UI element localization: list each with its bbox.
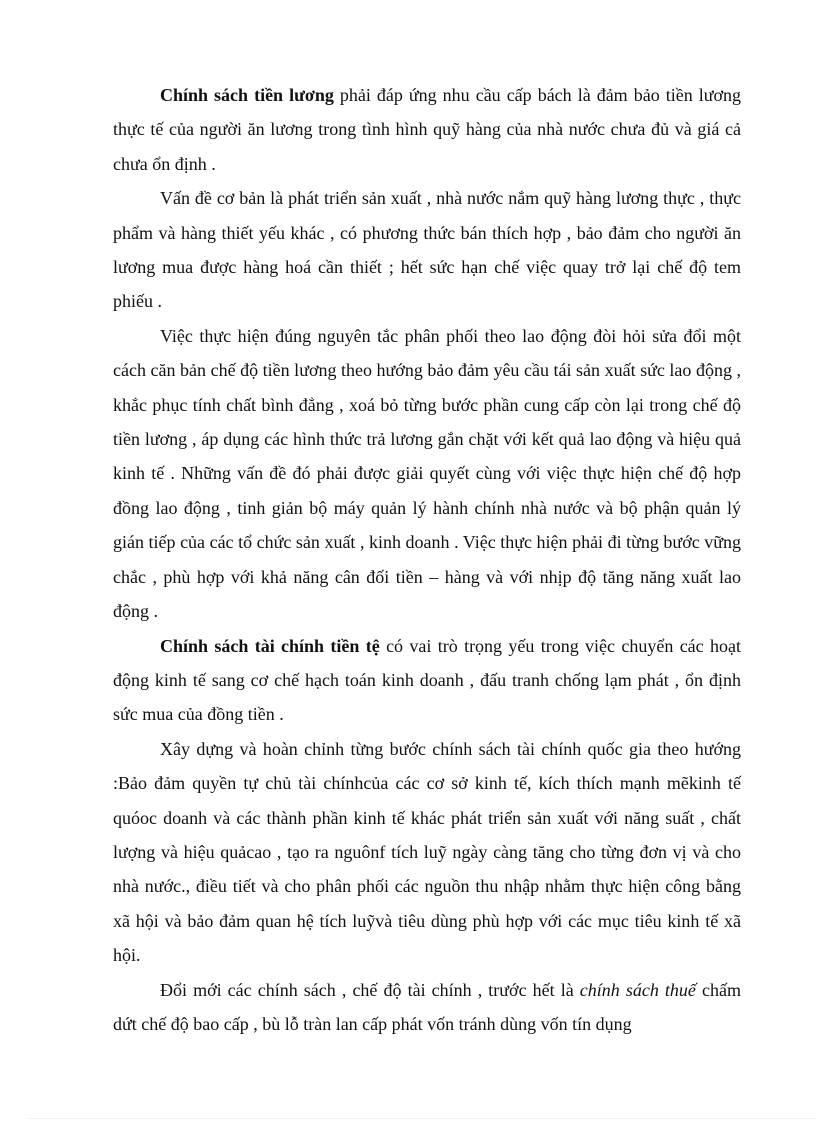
paragraph-text: Xây dựng và hoàn chỉnh từng bước chính sách tài chính quốc gia theo hướng :Bảo đảm quyền tự chủ tài chínhcủa các cơ sở kinh tế, kích thích mạnh mẽkinh tế quóoc doanh và các thành phần kinh tế khác phát triển sản xuất với năng suất , chất lượng và hiệu quảcao , tạo ra nguônf tích luỹ ngày càng tăng cho từng đơn vị và cho nhà nước., điều tiết và cho phân phối các nguồn thu nhập nhằm thực hiện công bằng xã hội và bảo đảm quan hệ tích luỹvà tiêu dùng phù hợp với các mục tiêu kinh tế xã hội.: [113, 738, 741, 966]
italic-term-tax-policy: chính sách thuế: [579, 979, 696, 1000]
paragraph-salary-policy: [113, 78, 741, 181]
paragraph-text: phải đáp ứng nhu cầu cấp bách là đảm bảo tiền lương thực tế của người ăn lương trong tình hình quỹ hàng của nhà nước chưa đủ và giá cả chưa ổn định .: [113, 85, 741, 174]
paragraph-text: Việc thực hiện đúng nguyên tắc phân phối theo lao động đòi hỏi sửa đổi một cách căn bản chế độ tiền lương theo hướng bảo đảm yêu cầu tái sản xuất sức lao động , khắc phục tính chất bình đẳng , xoá bỏ từng bước phần cung cấp còn lại trong chế độ tiền lương , áp dụng các hình thức trả lương gắn chặt với kết quả lao động và hiệu quả kinh tế . Những vấn đề đó phải được giải quyết cùng với việc thực hiện chế độ hợp đồng lao động , tinh giản bộ máy quản lý hành chính nhà nước và bộ phận quản lý gián tiếp của các tổ chức sản xuất , kinh doanh . Việc thực hiện phải đi từng bước vững chắc , phù hợp với khả năng cân đối tiền – hàng và với nhịp độ tăng năng xuất lao động .: [113, 325, 741, 622]
document-body: [113, 78, 741, 1041]
paragraph-production: [113, 181, 741, 319]
paragraph-labor-distribution: [113, 319, 741, 629]
bold-heading-salary-policy: Chính sách tiền lương: [160, 85, 334, 105]
bold-heading-finance-policy: Chính sách tài chính tiền tệ: [160, 635, 380, 656]
paragraph-finance-policy: [113, 629, 741, 732]
paragraph-text: Vấn đề cơ bản là phát triển sản xuất , nhà nước nắm quỹ hàng lương thực , thực phẩm và hàng thiết yếu khác , có phương thức bán thích hợp , bảo đảm cho người ăn lương mua được hàng hoá cần thiết ; hết sức hạn chế việc quay trở lại chế độ tem phiếu .: [113, 188, 741, 312]
paragraph-text: Đổi mới các chính sách , chế độ tài chính , trước hết là: [160, 979, 580, 1000]
paragraph-text-tail: chấm dứt chế độ bao cấp , bù lỗ tràn lan cấp phát vốn tránh dùng vốn tín dụng: [113, 979, 741, 1034]
paragraph-tax-reform: [113, 973, 741, 1042]
page-bottom-edge: [28, 1118, 816, 1119]
paragraph-national-finance: [113, 732, 741, 973]
paragraph-text: có vai trò trọng yếu trong việc chuyển các hoạt động kinh tế sang cơ chế hạch toán kinh doanh , đấu tranh chống lạm phát , ổn định sức mua của đồng tiền .: [113, 635, 741, 725]
